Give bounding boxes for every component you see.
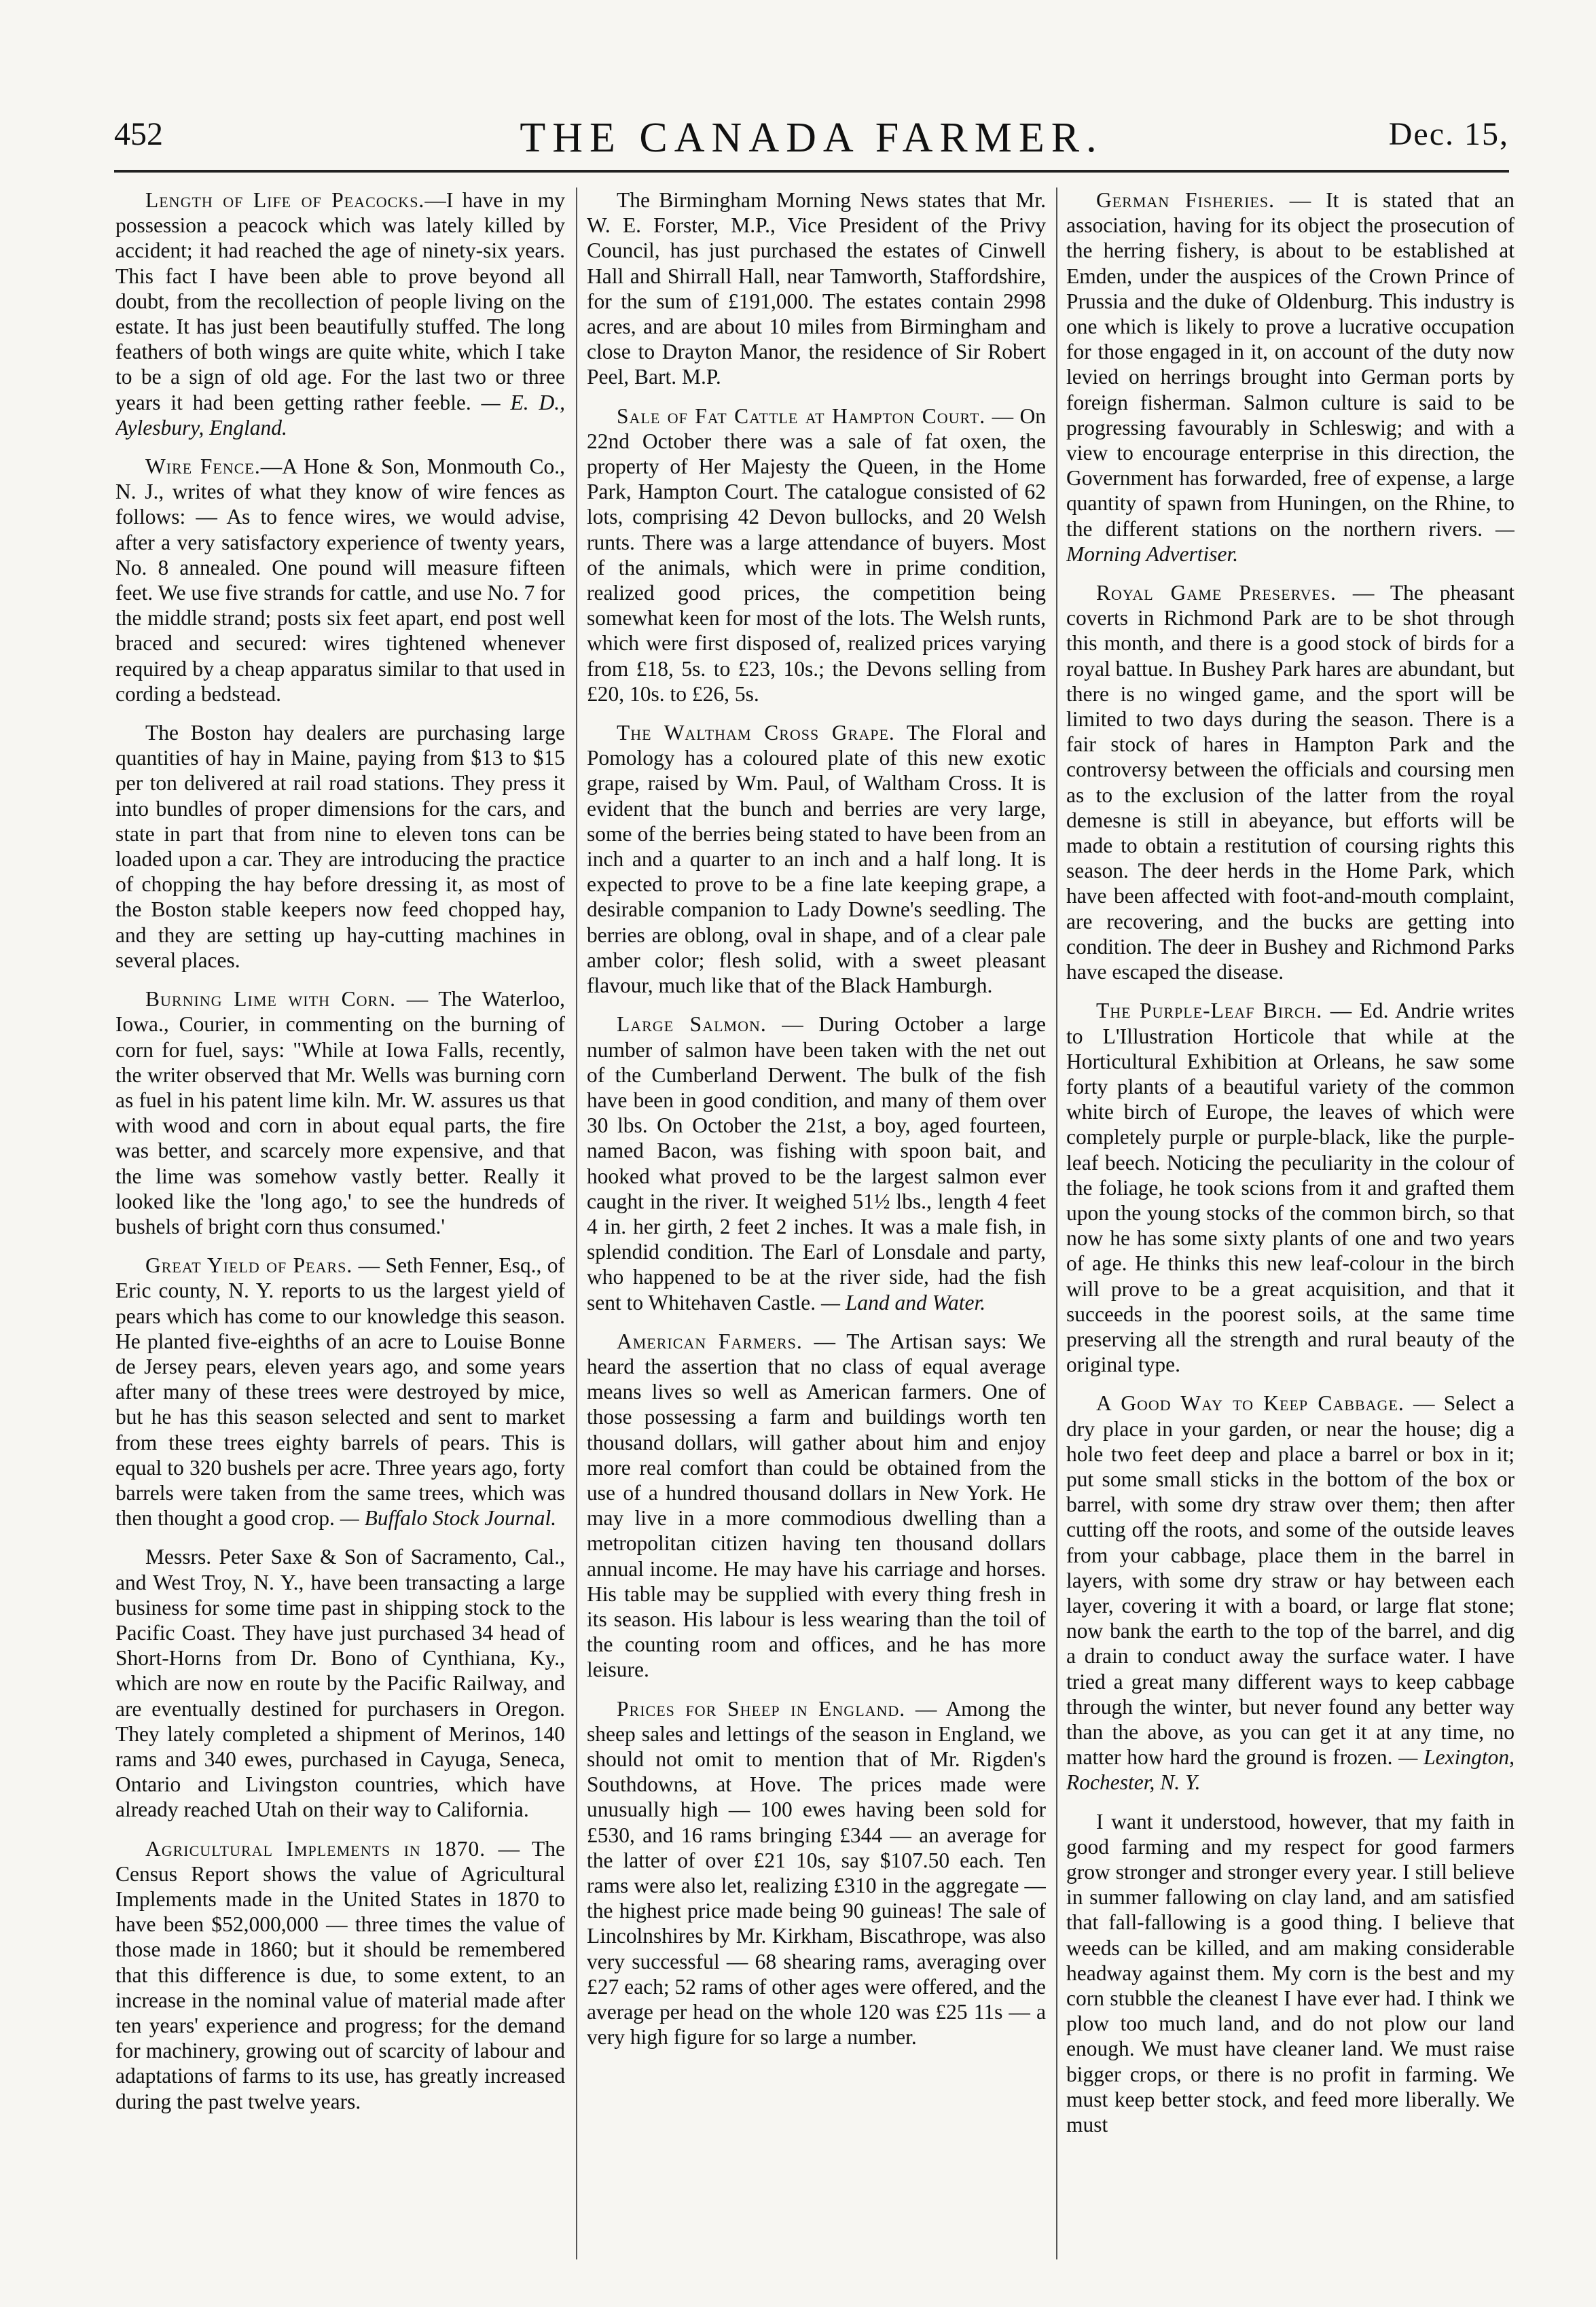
page-header — [114, 115, 1509, 163]
article-body: — It is stated that an association, having for its object the prosecution of the herring fishery, is about to be established at Emden, under the auspices of the Crown Prince of Prussia and the duke of Oldenburg. This industry is one which is likely to prove a lucrative occupation for those engaged in it, on account of the duty now levied on herrings brought into German ports by foreign fisherman. Salmon culture is said to be progressing favourably in Schleswig; and with a view to encourage enterprise in this direction, the Government has forwarded, free of expense, a large quantity of spawn from Huningen, on the Rhine, to the different stations on the northern rivers. — [1066, 188, 1515, 541]
article-body: — Seth Fenner, Esq., of Eric county, N. Y. reports to us the largest yield of pears which has come to our knowledge this season. He planted five-eighths of an acre to Louise Bonne de Jersey pears, eleven years ago, and some years after many of these trees were destroyed by mice, but he has this season selected and sent to market from these trees eighty barrels of pears. This is equal to 320 bushels per acre. Three years ago, forty barrels were taken from the same trees, which was then thought a good crop. — [115, 1253, 565, 1531]
article-headline: American Farmers. — [617, 1329, 803, 1353]
article-body: — Ed. Andrie writes to L'Illustration Horticole that while at the Horticultural Exhibition at Orleans, he saw some forty plants of a beautiful variety of the common white birch of Europe, the leaves of which were completely purple or purple-black, like the purple-leaf beech. Noticing the peculiarity in the colour of the foliage, he took scions from it and grafted them upon the young stocks of the common birch, so that now he has some sixty plants of one and two years of age. He thinks this new leaf-colour in the birch will prove to be a great acquisition, and that it succeeds in the poorest soils, at the same time preserving all the strength and rural beauty of the original type. — [1066, 999, 1515, 1377]
column-3 — [1066, 187, 1515, 2263]
article — [115, 720, 565, 973]
article-source: — Lexington, Rochester, N. Y. — [1066, 1745, 1515, 1795]
masthead-title: THE CANADA FARMER. — [520, 115, 1104, 161]
article-headline: Sale of Fat Cattle at Hampton Court. — [617, 404, 986, 428]
article-headline: Agricultural Implements in 1870. — [145, 1836, 486, 1861]
article-headline: Length of Life of Peacocks. — [145, 188, 425, 212]
column-1 — [115, 187, 565, 2263]
article-headline: Wire Fence. — [145, 454, 261, 479]
article — [587, 720, 1046, 998]
article-body: — The Waterloo, Iowa., Courier, in commenting on the burning of corn for fuel, says: "While at Iowa Falls, recently, the writer observed that Mr. Wells was burning corn as fuel in his patent lime kiln. Mr. W. assures us that with wood and corn in about equal parts, the fire was better, and scarcely more expensive, and that the lime was somehow vastly better. Really it looked like the 'long ago,' to see the hundreds of bushels of bright corn thus consumed.' — [115, 987, 565, 1238]
article — [587, 1329, 1046, 1683]
issue-date: Dec. 15, — [1388, 116, 1509, 152]
article — [587, 187, 1046, 390]
article-headline: Large Salmon. — [617, 1012, 767, 1037]
article — [115, 986, 565, 1239]
article-headline: Prices for Sheep in England. — [617, 1696, 906, 1721]
article — [1066, 1809, 1515, 2138]
article-source: — Buffalo Stock Journal. — [334, 1506, 557, 1531]
article — [1066, 1391, 1515, 1795]
article-headline: The Purple-Leaf Birch. — [1096, 999, 1323, 1023]
article-source: — Land and Water. — [816, 1290, 986, 1315]
article — [587, 1012, 1046, 1315]
article-body: The Boston hay dealers are purchasing large quantities of hay in Maine, paying from $13 to $15 per ton delivered at rail road stations. They press it into bundles of proper dimensions for the cars, and state in part that from nine to eleven tons can be loaded upon a car. They are introducing the practice of chopping the hay before dressing it, as most of the Boston stable keepers now feed chopped hay, and they are setting up hay-cutting machines in several places. — [115, 721, 565, 972]
article-body: —I have in my possession a peacock which was lately killed by accident; it had reached the age of ninety-six years. This fact I have been able to prove beyond all doubt, from the recollection of people living on the estate. It has just been beautifully stuffed. The long feathers of both wings are quite white, which I take to be a sign of old age. For the last two or three years it had been getting rather feeble. — [115, 188, 565, 414]
article-body: — During October a large number of salmon have been taken with the net out of the Cumberland Derwent. The bulk of the fish have been in good condition, and many of them over 30 lbs. On October the 21st, a boy, aged fourteen, named Bacon, was fishing with spoon bait, and hooked what proved to be the largest salmon ever caught in the river. It weighed 51½ lbs., length 4 feet 4 in. her girth, 2 feet 2 inches. It was a male fish, in splendid condition. The Earl of Lonsdale and party, who happened to be at the river side, had the fish sent to Whitehaven Castle. — [587, 1012, 1046, 1315]
article-body: — The Artisan says: We heard the assertion that no class of equal average means lives so well as American farmers. One of those possessing a farm and buildings worth ten thousand dollars, will gather about him and enjoy more real comfort than could be obtained from the use of a hundred thousand dollars in New York. He may live in a more commodious dwelling than a metropolitan citizen having ten thousand dollars annual income. He may have his carriage and horses. His table may be supplied with every thing fresh in its season. His labour is less wearing than the toil of the counting room and offices, and he has more leisure. — [587, 1329, 1046, 1682]
column-divider — [576, 187, 577, 2259]
column-divider — [1056, 187, 1057, 2259]
article-body: — Select a dry place in your garden, or near the house; dig a hole two feet deep and place a barrel or box in it; put some small sticks in the bottom of the box or barrel, with some dry straw over them; then after cutting off the roots, and some of the outside leaves from your cabbage, place them in the barrel in layers, with some dry straw or hay between each layer, covering it with a board, or large flat stone; now bank the earth to the top of the barrel, and dig a drain to conduct away the surface water. I have tried a great many different ways to keep cabbage through the winter, but never found any better way than the above, as you can get it at any time, no matter how hard the ground is frozen. — [1066, 1391, 1515, 1770]
article — [115, 187, 565, 440]
article-headline: Royal Game Preserves. — [1096, 581, 1337, 605]
article-headline: Great Yield of Pears. — [145, 1253, 353, 1278]
article-source: — E. D., Aylesbury, England. — [115, 390, 565, 440]
header-rule — [114, 170, 1509, 173]
article — [1066, 580, 1515, 984]
article-headline: German Fisheries. — [1096, 188, 1275, 212]
article-headline: The Waltham Cross Grape. — [617, 721, 895, 745]
article-body: Messrs. Peter Saxe & Son of Sacramento, Cal., and West Troy, N. Y., have been transacting a large business for some time past in shipping stock to the Pacific Coast. They have just purchased 34 head of Short-Horns from Dr. Bono of Cynthiana, Ky., which are now en route by the Pacific Railway, and are eventually destined for purchasers in Oregon. They lately completed a shipment of Merinos, 140 rams and 340 ewes, purchased in Cayuga, Seneca, Ontario and Livingston countries, which have already reached Utah on their way to California. — [115, 1545, 565, 1822]
article-body: I want it understood, however, that my faith in good farming and my respect for good farmers grow stronger and stronger every year. I still believe in summer fallowing on clay land, and am satisfied that fall-fallowing is a good thing. I believe that weeds can be killed, and am making considerable headway against them. My corn is the best and my corn stubble the cleanest I have ever had. I think we plow too much land, and do not plow our land enough. We must have cleaner land. We must raise bigger crops, or there is no profit in farming. We must keep better stock, and feed more liberally. We must — [1066, 1809, 1515, 2137]
article — [1066, 998, 1515, 1377]
article — [1066, 187, 1515, 567]
article-body: The Floral and Pomology has a coloured plate of this new exotic grape, raised by Wm. Paul, of Waltham Cross. It is evident that the bunch and berries are very large, some of the berries being stated to have been from an inch and a quarter to an inch and a half long. It is expected to prove to be a fine late keeping grape, a desirable companion to Lady Downe's seedling. The berries are oblong, oval in shape, and of a clear pale amber color; flesh solid, with a sweet pleasant flavour, much like that of the Black Hamburgh. — [587, 721, 1046, 998]
article-body: — The Census Report shows the value of Agricultural Implements made in the United States in 1870 to have been $52,000,000 — three times the value of those made in 1860; but it should be remembered that this difference is due, to some extent, to an increase in the nominal value of material made after ten years' experience and progress; for the demand for machinery, growing out of scarcity of labour and adaptations of farms to its use, has greatly increased during the past twelve years. — [115, 1836, 565, 2113]
article-body: — On 22nd October there was a sale of fat oxen, the property of Her Majesty the Queen, in the Home Park, Hampton Court. The catalogue consisted of 62 lots, comprising 42 Devon bullocks, and 20 Welsh runts. There was a large attendance of buyers. Most of the animals, which were in prime condition, realized good prices, the competition being somewhat keen for most of the lots. The Welsh runts, which were first disposed of, realized prices varying from £18, 5s. to £23, 10s.; the Devons selling from £20, 10s. to £26, 5s. — [587, 404, 1046, 706]
column-2 — [587, 187, 1046, 2263]
article-headline: Burning Lime with Corn. — [145, 987, 396, 1012]
article — [587, 404, 1046, 707]
page-number: 452 — [114, 116, 163, 152]
article — [587, 1696, 1046, 2050]
article-body: The Birmingham Morning News states that Mr. W. E. Forster, M.P., Vice President of the Privy Council, has just purchased the estates of Cinwell Hall and Shirrall Hall, near Tamworth, Staffordshire, for the sum of £191,000. The estates contain 2998 acres, and are about 10 miles from Birmingham and close to Drayton Manor, the residence of Sir Robert Peel, Bart. M.P. — [587, 188, 1046, 389]
article-body: —A Hone & Son, Monmouth Co., N. J., writes of what they know of wire fences as follows: — As to fence wires, we would advise, after a very satisfactory experience of twenty years, No. 8 annealed. One pound will measure fifteen feet. We use five strands for cattle, and use No. 7 for the middle strand; posts six feet apart, end post well braced and secured: wires tightened whenever required by a cheap apparatus similar to that used in cording a bedstead. — [115, 454, 565, 706]
article — [115, 454, 565, 707]
article-body: — The pheasant coverts in Richmond Park are to be shot through this month, and there is a good stock of birds for a royal battue. In Bushey Park hares are abundant, but there is no winged game, and the sport will be limited to two days during the season. There is a fair stock of hares in Hampton Park and the controversy between the officials and coursing men as to the exclusion of the latter from the royal demesne is still in abeyance, but efforts will be made to obtain a restitution of coursing rights this season. The deer herds in the Home Park, which have been affected with foot-and-mouth complaint, are recovering, and the bucks are getting into condition. The deer in Bushey and Richmond Parks have escaped the disease. — [1066, 581, 1515, 984]
article — [115, 1253, 565, 1531]
article-headline: A Good Way to Keep Cabbage. — [1096, 1391, 1404, 1416]
article — [115, 1544, 565, 1822]
article — [115, 1836, 565, 2114]
article-source: — Morning Advertiser. — [1066, 516, 1515, 566]
article-body: — Among the sheep sales and lettings of the season in England, we should not omit to mention that of Mr. Rigden's Southdowns, at Hove. The prices made were unusually high — 100 ewes having been sold for £530, and 16 rams bringing £344 — an average for the latter of over £21 10s, say $107.50 each. Ten rams were also let, realizing £310 in the aggregate — the highest price made being 90 guineas! The sale of Lincolnshires by Mr. Kirkham, Biscathrope, was also very successful — 68 shearing rams, averaging over £27 each; 52 rams of other ages were offered, and the average per head on the whole 120 was £25 11s — a very high figure for so large a number. — [587, 1696, 1046, 2050]
